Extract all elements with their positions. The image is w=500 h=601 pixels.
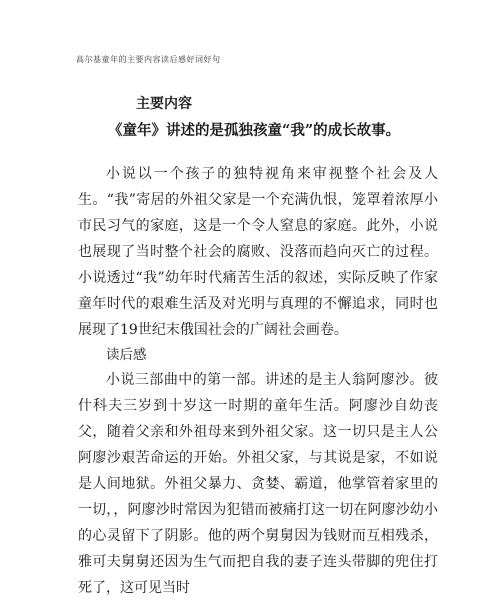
- document-header-title: 高尔基童年的主要内容读后感好词好句: [76, 55, 221, 64]
- subheading: 《童年》讲述的是孤独孩童“我”的成长故事。: [108, 122, 401, 139]
- review-paragraph: 小说三部曲中的第一部。讲述的是主人翁阿廖沙。彼什科夫三岁到十岁这一时期的童年生活。阿廖沙自幼丧父，随着父亲和外祖母来到外祖父家。这一切只是主人公阿廖沙艰苦命运的开始。外祖父家，与其说是家，不如说是人间地狱。外祖父暴力、贪婪、霸道，他掌管着家里的一切，，阿廖沙时常因为犯错而被痛打这一切在阿廖沙幼小的心灵留下了阴影。他的两个舅舅因为钱财而互相残杀，雅可夫舅舅还因为生气而把自我的妻子连头带脚的兜住打死了，这可见当时: [78, 372, 438, 596]
- spacer: [78, 145, 438, 161]
- summary-paragraph: 小说以一个孩子的独特视角来审视整个社会及人生。“我”寄居的外祖父家是一个充满仇恨，笼罩着浓厚小市民习气的家庭，这是一个令人窒息的家庭。此外，小说也展现了当时整个社会的腐败、没落而趋向灭亡的过程。小说透过“我”幼年时代痛苦生活的叙述，实际反映了作家童年时代的艰难生活及对光明与真理的不懈追求，同时也展现了19世纪末俄国社会的广阔社会画卷。: [78, 166, 438, 338]
- review-section-label: 读后感: [106, 347, 147, 363]
- document-body: [78, 91, 438, 601]
- main-heading: 主要内容: [136, 96, 192, 112]
